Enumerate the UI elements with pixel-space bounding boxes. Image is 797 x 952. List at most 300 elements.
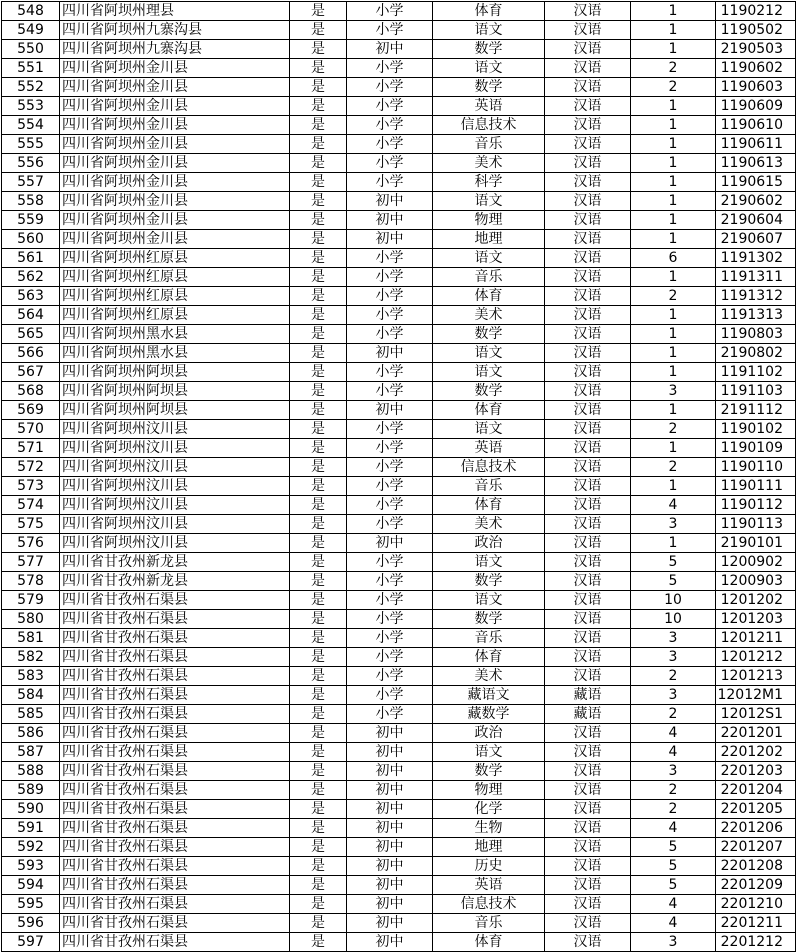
flag-cell: 是 (290, 401, 347, 420)
school-level-cell: 小学 (347, 21, 433, 40)
county-cell: 四川省阿坝州金川县 (60, 192, 290, 211)
subject-cell: 数学 (433, 382, 545, 401)
count-cell: 1 (631, 230, 716, 249)
table-row (2, 306, 796, 325)
table-row (2, 230, 796, 249)
county-cell: 四川省甘孜州石渠县 (60, 705, 290, 724)
row-number-cell: 548 (2, 2, 60, 21)
county-cell: 四川省阿坝州汶川县 (60, 515, 290, 534)
school-level-cell: 小学 (347, 515, 433, 534)
position-code-cell: 12012M1 (716, 686, 796, 705)
county-cell: 四川省阿坝州红原县 (60, 306, 290, 325)
position-table (1, 1, 796, 952)
flag-cell: 是 (290, 743, 347, 762)
table-row (2, 591, 796, 610)
county-cell: 四川省阿坝州金川县 (60, 211, 290, 230)
subject-cell: 科学 (433, 173, 545, 192)
school-level-cell: 初中 (347, 895, 433, 914)
row-number-cell: 557 (2, 173, 60, 192)
row-number-cell: 564 (2, 306, 60, 325)
county-cell: 四川省阿坝州九寨沟县 (60, 21, 290, 40)
flag-cell: 是 (290, 534, 347, 553)
table-row (2, 762, 796, 781)
county-cell: 四川省阿坝州红原县 (60, 268, 290, 287)
school-level-cell: 初中 (347, 192, 433, 211)
count-cell: 3 (631, 382, 716, 401)
school-level-cell: 小学 (347, 306, 433, 325)
count-cell: 1 (631, 192, 716, 211)
county-cell: 四川省甘孜州新龙县 (60, 553, 290, 572)
position-code-cell: 1190613 (716, 154, 796, 173)
subject-cell: 语文 (433, 21, 545, 40)
table-row (2, 686, 796, 705)
school-level-cell: 小学 (347, 116, 433, 135)
subject-cell: 地理 (433, 230, 545, 249)
flag-cell: 是 (290, 192, 347, 211)
flag-cell: 是 (290, 287, 347, 306)
position-code-cell: 1190102 (716, 420, 796, 439)
count-cell: 1 (631, 2, 716, 21)
position-code-cell: 1190111 (716, 477, 796, 496)
row-number-cell: 594 (2, 876, 60, 895)
subject-cell: 数学 (433, 610, 545, 629)
subject-cell: 音乐 (433, 135, 545, 154)
language-cell: 汉语 (545, 287, 631, 306)
position-code-cell: 2190802 (716, 344, 796, 363)
position-code-cell: 1200903 (716, 572, 796, 591)
row-number-cell: 574 (2, 496, 60, 515)
position-code-cell: 1190212 (716, 2, 796, 21)
language-cell: 汉语 (545, 382, 631, 401)
county-cell: 四川省甘孜州石渠县 (60, 914, 290, 933)
language-cell: 汉语 (545, 211, 631, 230)
flag-cell: 是 (290, 477, 347, 496)
table-row (2, 724, 796, 743)
school-level-cell: 初中 (347, 724, 433, 743)
table-row (2, 572, 796, 591)
county-cell: 四川省阿坝州金川县 (60, 59, 290, 78)
row-number-cell: 593 (2, 857, 60, 876)
table-row (2, 78, 796, 97)
school-level-cell: 初中 (347, 933, 433, 952)
count-cell: 2 (631, 800, 716, 819)
language-cell: 汉语 (545, 610, 631, 629)
subject-cell: 音乐 (433, 629, 545, 648)
table-body (2, 2, 796, 952)
row-number-cell: 590 (2, 800, 60, 819)
table-row (2, 287, 796, 306)
position-code-cell: 2201210 (716, 895, 796, 914)
county-cell: 四川省甘孜州石渠县 (60, 591, 290, 610)
language-cell: 汉语 (545, 40, 631, 59)
row-number-cell: 565 (2, 325, 60, 344)
position-code-cell: 1190803 (716, 325, 796, 344)
subject-cell: 音乐 (433, 477, 545, 496)
row-number-cell: 563 (2, 287, 60, 306)
school-level-cell: 小学 (347, 420, 433, 439)
county-cell: 四川省甘孜州石渠县 (60, 610, 290, 629)
language-cell: 汉语 (545, 2, 631, 21)
school-level-cell: 小学 (347, 572, 433, 591)
subject-cell: 藏语文 (433, 686, 545, 705)
language-cell: 汉语 (545, 800, 631, 819)
flag-cell: 是 (290, 572, 347, 591)
count-cell: 2 (631, 667, 716, 686)
flag-cell: 是 (290, 781, 347, 800)
county-cell: 四川省阿坝州汶川县 (60, 420, 290, 439)
school-level-cell: 小学 (347, 591, 433, 610)
language-cell: 汉语 (545, 876, 631, 895)
flag-cell: 是 (290, 895, 347, 914)
table-row (2, 800, 796, 819)
county-cell: 四川省甘孜州石渠县 (60, 933, 290, 952)
language-cell: 汉语 (545, 724, 631, 743)
county-cell: 四川省阿坝州汶川县 (60, 496, 290, 515)
county-cell: 四川省甘孜州石渠县 (60, 800, 290, 819)
language-cell: 汉语 (545, 553, 631, 572)
language-cell: 汉语 (545, 838, 631, 857)
school-level-cell: 小学 (347, 97, 433, 116)
row-number-cell: 580 (2, 610, 60, 629)
position-code-cell: 1190110 (716, 458, 796, 477)
row-number-cell: 591 (2, 819, 60, 838)
school-level-cell: 小学 (347, 363, 433, 382)
county-cell: 四川省甘孜州石渠县 (60, 857, 290, 876)
table-row (2, 819, 796, 838)
table-row (2, 249, 796, 268)
row-number-cell: 582 (2, 648, 60, 667)
school-level-cell: 小学 (347, 382, 433, 401)
school-level-cell: 小学 (347, 287, 433, 306)
table-row (2, 477, 796, 496)
position-code-cell: 1191102 (716, 363, 796, 382)
flag-cell: 是 (290, 458, 347, 477)
language-cell: 藏语 (545, 686, 631, 705)
row-number-cell: 549 (2, 21, 60, 40)
position-code-cell: 1190603 (716, 78, 796, 97)
table-row (2, 838, 796, 857)
row-number-cell: 562 (2, 268, 60, 287)
flag-cell: 是 (290, 78, 347, 97)
table-row (2, 534, 796, 553)
table-row (2, 382, 796, 401)
school-level-cell: 小学 (347, 629, 433, 648)
county-cell: 四川省阿坝州阿坝县 (60, 363, 290, 382)
count-cell: 2 (631, 420, 716, 439)
flag-cell: 是 (290, 230, 347, 249)
flag-cell: 是 (290, 591, 347, 610)
county-cell: 四川省阿坝州黑水县 (60, 325, 290, 344)
county-cell: 四川省甘孜州石渠县 (60, 819, 290, 838)
flag-cell: 是 (290, 268, 347, 287)
count-cell: 4 (631, 914, 716, 933)
language-cell: 汉语 (545, 401, 631, 420)
row-number-cell: 560 (2, 230, 60, 249)
table-row (2, 439, 796, 458)
county-cell: 四川省甘孜州石渠县 (60, 781, 290, 800)
count-cell: 4 (631, 724, 716, 743)
language-cell: 汉语 (545, 59, 631, 78)
count-cell: 1 (631, 534, 716, 553)
row-number-cell: 550 (2, 40, 60, 59)
county-cell: 四川省甘孜州石渠县 (60, 876, 290, 895)
row-number-cell: 578 (2, 572, 60, 591)
county-cell: 四川省阿坝州汶川县 (60, 477, 290, 496)
flag-cell: 是 (290, 648, 347, 667)
county-cell: 四川省阿坝州九寨沟县 (60, 40, 290, 59)
count-cell: 4 (631, 819, 716, 838)
school-level-cell: 初中 (347, 876, 433, 895)
language-cell: 汉语 (545, 78, 631, 97)
table-row (2, 59, 796, 78)
county-cell: 四川省阿坝州金川县 (60, 116, 290, 135)
school-level-cell: 初中 (347, 344, 433, 363)
row-number-cell: 588 (2, 762, 60, 781)
flag-cell: 是 (290, 762, 347, 781)
flag-cell: 是 (290, 135, 347, 154)
subject-cell: 语文 (433, 344, 545, 363)
subject-cell: 体育 (433, 2, 545, 21)
flag-cell: 是 (290, 686, 347, 705)
count-cell: 1 (631, 97, 716, 116)
position-code-cell: 2201202 (716, 743, 796, 762)
count-cell: 3 (631, 933, 716, 952)
county-cell: 四川省甘孜州石渠县 (60, 686, 290, 705)
count-cell: 1 (631, 21, 716, 40)
county-cell: 四川省甘孜州石渠县 (60, 629, 290, 648)
school-level-cell: 小学 (347, 135, 433, 154)
table-row (2, 401, 796, 420)
county-cell: 四川省阿坝州金川县 (60, 78, 290, 97)
school-level-cell: 小学 (347, 78, 433, 97)
subject-cell: 美术 (433, 306, 545, 325)
count-cell: 1 (631, 344, 716, 363)
school-level-cell: 小学 (347, 2, 433, 21)
subject-cell: 数学 (433, 40, 545, 59)
subject-cell: 数学 (433, 572, 545, 591)
county-cell: 四川省阿坝州理县 (60, 2, 290, 21)
flag-cell: 是 (290, 21, 347, 40)
subject-cell: 英语 (433, 97, 545, 116)
language-cell: 汉语 (545, 135, 631, 154)
language-cell: 汉语 (545, 762, 631, 781)
table-row (2, 97, 796, 116)
row-number-cell: 575 (2, 515, 60, 534)
school-level-cell: 小学 (347, 667, 433, 686)
school-level-cell: 小学 (347, 553, 433, 572)
language-cell: 汉语 (545, 21, 631, 40)
school-level-cell: 初中 (347, 800, 433, 819)
county-cell: 四川省甘孜州石渠县 (60, 648, 290, 667)
flag-cell: 是 (290, 344, 347, 363)
count-cell: 3 (631, 762, 716, 781)
table-row (2, 914, 796, 933)
table-row (2, 876, 796, 895)
subject-cell: 音乐 (433, 268, 545, 287)
language-cell: 汉语 (545, 781, 631, 800)
subject-cell: 政治 (433, 724, 545, 743)
subject-cell: 体育 (433, 933, 545, 952)
position-code-cell: 2190503 (716, 40, 796, 59)
table-row (2, 154, 796, 173)
school-level-cell: 小学 (347, 154, 433, 173)
school-level-cell: 初中 (347, 838, 433, 857)
row-number-cell: 597 (2, 933, 60, 952)
count-cell: 2 (631, 287, 716, 306)
county-cell: 四川省甘孜州石渠县 (60, 762, 290, 781)
school-level-cell: 初中 (347, 401, 433, 420)
language-cell: 汉语 (545, 230, 631, 249)
county-cell: 四川省甘孜州石渠县 (60, 724, 290, 743)
position-code-cell: 2191112 (716, 401, 796, 420)
language-cell: 汉语 (545, 515, 631, 534)
language-cell: 汉语 (545, 325, 631, 344)
county-cell: 四川省甘孜州石渠县 (60, 667, 290, 686)
count-cell: 10 (631, 610, 716, 629)
language-cell: 藏语 (545, 705, 631, 724)
table-row (2, 173, 796, 192)
language-cell: 汉语 (545, 268, 631, 287)
row-number-cell: 567 (2, 363, 60, 382)
subject-cell: 体育 (433, 287, 545, 306)
subject-cell: 数学 (433, 325, 545, 344)
subject-cell: 体育 (433, 401, 545, 420)
subject-cell: 信息技术 (433, 895, 545, 914)
school-level-cell: 初中 (347, 914, 433, 933)
count-cell: 1 (631, 173, 716, 192)
count-cell: 1 (631, 135, 716, 154)
position-code-cell: 2190604 (716, 211, 796, 230)
row-number-cell: 571 (2, 439, 60, 458)
subject-cell: 语文 (433, 192, 545, 211)
county-cell: 四川省甘孜州新龙县 (60, 572, 290, 591)
row-number-cell: 552 (2, 78, 60, 97)
position-code-cell: 1191103 (716, 382, 796, 401)
table-row (2, 629, 796, 648)
county-cell: 四川省阿坝州阿坝县 (60, 401, 290, 420)
row-number-cell: 581 (2, 629, 60, 648)
count-cell: 1 (631, 306, 716, 325)
position-code-cell: 2190607 (716, 230, 796, 249)
table-row (2, 553, 796, 572)
count-cell: 2 (631, 781, 716, 800)
county-cell: 四川省甘孜州石渠县 (60, 895, 290, 914)
flag-cell: 是 (290, 496, 347, 515)
language-cell: 汉语 (545, 496, 631, 515)
position-code-cell: 1201203 (716, 610, 796, 629)
language-cell: 汉语 (545, 306, 631, 325)
flag-cell: 是 (290, 173, 347, 192)
flag-cell: 是 (290, 610, 347, 629)
count-cell: 5 (631, 876, 716, 895)
count-cell: 5 (631, 838, 716, 857)
count-cell: 1 (631, 363, 716, 382)
language-cell: 汉语 (545, 97, 631, 116)
count-cell: 1 (631, 268, 716, 287)
row-number-cell: 585 (2, 705, 60, 724)
table-row (2, 933, 796, 952)
school-level-cell: 小学 (347, 458, 433, 477)
table-row (2, 2, 796, 21)
row-number-cell: 579 (2, 591, 60, 610)
county-cell: 四川省阿坝州金川县 (60, 97, 290, 116)
subject-cell: 语文 (433, 59, 545, 78)
table-row (2, 667, 796, 686)
subject-cell: 美术 (433, 154, 545, 173)
count-cell: 5 (631, 572, 716, 591)
table-row (2, 781, 796, 800)
school-level-cell: 初中 (347, 819, 433, 838)
position-code-cell: 1200902 (716, 553, 796, 572)
language-cell: 汉语 (545, 895, 631, 914)
flag-cell: 是 (290, 933, 347, 952)
row-number-cell: 584 (2, 686, 60, 705)
row-number-cell: 589 (2, 781, 60, 800)
county-cell: 四川省阿坝州金川县 (60, 230, 290, 249)
subject-cell: 历史 (433, 857, 545, 876)
count-cell: 2 (631, 59, 716, 78)
table-row (2, 268, 796, 287)
subject-cell: 政治 (433, 534, 545, 553)
table-row (2, 705, 796, 724)
table-row (2, 211, 796, 230)
flag-cell: 是 (290, 306, 347, 325)
position-code-cell: 2201206 (716, 819, 796, 838)
flag-cell: 是 (290, 439, 347, 458)
language-cell: 汉语 (545, 192, 631, 211)
position-code-cell: 1201211 (716, 629, 796, 648)
school-level-cell: 小学 (347, 496, 433, 515)
position-code-cell: 2201205 (716, 800, 796, 819)
flag-cell: 是 (290, 724, 347, 743)
table-row (2, 116, 796, 135)
count-cell: 1 (631, 439, 716, 458)
flag-cell: 是 (290, 211, 347, 230)
school-level-cell: 初中 (347, 211, 433, 230)
count-cell: 2 (631, 705, 716, 724)
count-cell: 4 (631, 743, 716, 762)
row-number-cell: 596 (2, 914, 60, 933)
position-code-cell: 2201207 (716, 838, 796, 857)
count-cell: 3 (631, 648, 716, 667)
school-level-cell: 小学 (347, 686, 433, 705)
row-number-cell: 576 (2, 534, 60, 553)
subject-cell: 音乐 (433, 914, 545, 933)
flag-cell: 是 (290, 800, 347, 819)
position-code-cell: 1190611 (716, 135, 796, 154)
school-level-cell: 小学 (347, 59, 433, 78)
position-code-cell: 2201203 (716, 762, 796, 781)
table-row (2, 21, 796, 40)
subject-cell: 信息技术 (433, 116, 545, 135)
subject-cell: 英语 (433, 439, 545, 458)
county-cell: 四川省阿坝州金川县 (60, 173, 290, 192)
flag-cell: 是 (290, 363, 347, 382)
school-level-cell: 初中 (347, 857, 433, 876)
subject-cell: 数学 (433, 78, 545, 97)
row-number-cell: 570 (2, 420, 60, 439)
subject-cell: 美术 (433, 515, 545, 534)
flag-cell: 是 (290, 59, 347, 78)
subject-cell: 语文 (433, 363, 545, 382)
count-cell: 1 (631, 40, 716, 59)
table-row (2, 325, 796, 344)
row-number-cell: 583 (2, 667, 60, 686)
count-cell: 3 (631, 515, 716, 534)
count-cell: 3 (631, 629, 716, 648)
language-cell: 汉语 (545, 667, 631, 686)
county-cell: 四川省阿坝州汶川县 (60, 534, 290, 553)
